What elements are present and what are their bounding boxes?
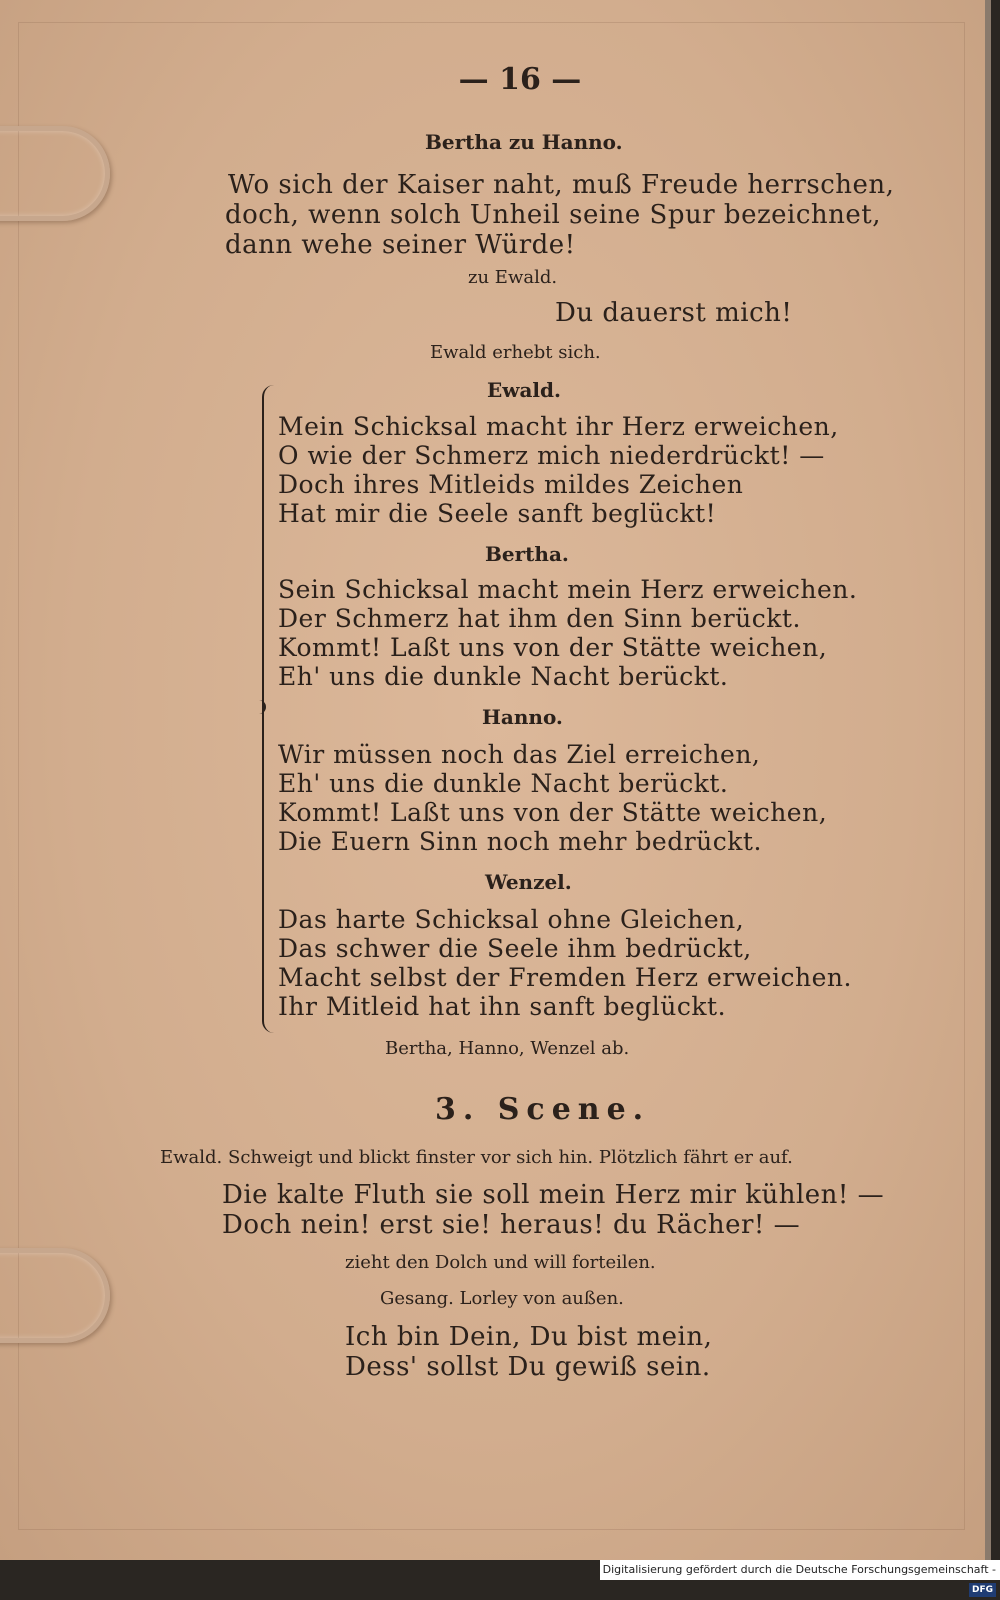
paper-clip-top: [0, 126, 110, 221]
verse-line: Doch ihres Mitleids mildes Zeichen: [278, 470, 744, 499]
verse-line: Doch nein! erst sie! heraus! du Rächer! —: [222, 1210, 801, 1240]
verse-line: Wir müssen noch das Ziel erreichen,: [278, 740, 761, 769]
verse-line: Eh' uns die dunkle Nacht berückt.: [278, 662, 729, 691]
digitization-footer: [600, 1560, 1000, 1595]
verse-line: Das schwer die Seele ihm bedrückt,: [278, 934, 752, 963]
verse-line: Hat mir die Seele sanft beglückt!: [278, 499, 717, 528]
stage-direction: Gesang. Lorley von außen.: [380, 1288, 624, 1309]
speaker-bertha: Bertha.: [485, 542, 569, 566]
verse-line: Kommt! Laßt uns von der Stätte weichen,: [278, 633, 828, 662]
stage-direction: Ewald erhebt sich.: [430, 342, 601, 363]
verse-line: Dess' sollst Du gewiß sein.: [345, 1352, 711, 1382]
page-number: — 16 —: [458, 62, 582, 97]
footer-text: Digitalisierung gefördert durch die Deutsche Forschungsgemeinschaft -: [602, 1563, 996, 1576]
speaker-wenzel: Wenzel.: [485, 870, 572, 894]
verse-line: Das harte Schicksal ohne Gleichen,: [278, 905, 745, 934]
verse-line: Ich bin Dein, Du bist mein,: [345, 1322, 713, 1352]
verse-line: Wo sich der Kaiser naht, muß Freude herrschen,: [228, 170, 895, 200]
verse-line: Mein Schicksal macht ihr Herz erweichen,: [278, 412, 839, 441]
speaker-bertha-zu-hanno: Bertha zu Hanno.: [425, 130, 623, 154]
verse-line: doch, wenn solch Unheil seine Spur bezeichnet,: [225, 200, 882, 230]
verse-line: Ihr Mitleid hat ihn sanft beglückt.: [278, 992, 727, 1021]
paper-clip-bottom: [0, 1248, 110, 1343]
verse-line: Sein Schicksal macht mein Herz erweichen.: [278, 575, 858, 604]
speaker-ewald: Ewald.: [487, 378, 561, 402]
verse-line: Du dauerst mich!: [555, 298, 793, 328]
verse-line: dann wehe seiner Würde!: [225, 230, 576, 260]
verse-line: Kommt! Laßt uns von der Stätte weichen,: [278, 798, 828, 827]
verse-line: Der Schmerz hat ihm den Sinn berückt.: [278, 604, 801, 633]
verse-line: Die Euern Sinn noch mehr bedrückt.: [278, 827, 762, 856]
verse-line: O wie der Schmerz mich niederdrückt! —: [278, 441, 825, 470]
verse-line: Macht selbst der Fremden Herz erweichen.: [278, 963, 852, 992]
stage-direction: zu Ewald.: [468, 267, 558, 288]
verse-line: Eh' uns die dunkle Nacht berückt.: [278, 769, 729, 798]
stage-direction: zieht den Dolch und will forteilen.: [345, 1252, 656, 1273]
stage-direction-exit: Bertha, Hanno, Wenzel ab.: [385, 1038, 630, 1059]
scene-heading: 3. Scene.: [435, 1092, 651, 1127]
dfg-logo: DFG: [969, 1583, 996, 1597]
verse-line: Die kalte Fluth sie soll mein Herz mir kühlen! —: [222, 1180, 885, 1210]
stage-direction: Ewald. Schweigt und blickt finster vor sich hin. Plötzlich fährt er auf.: [160, 1147, 793, 1168]
speaker-hanno: Hanno.: [482, 705, 563, 729]
